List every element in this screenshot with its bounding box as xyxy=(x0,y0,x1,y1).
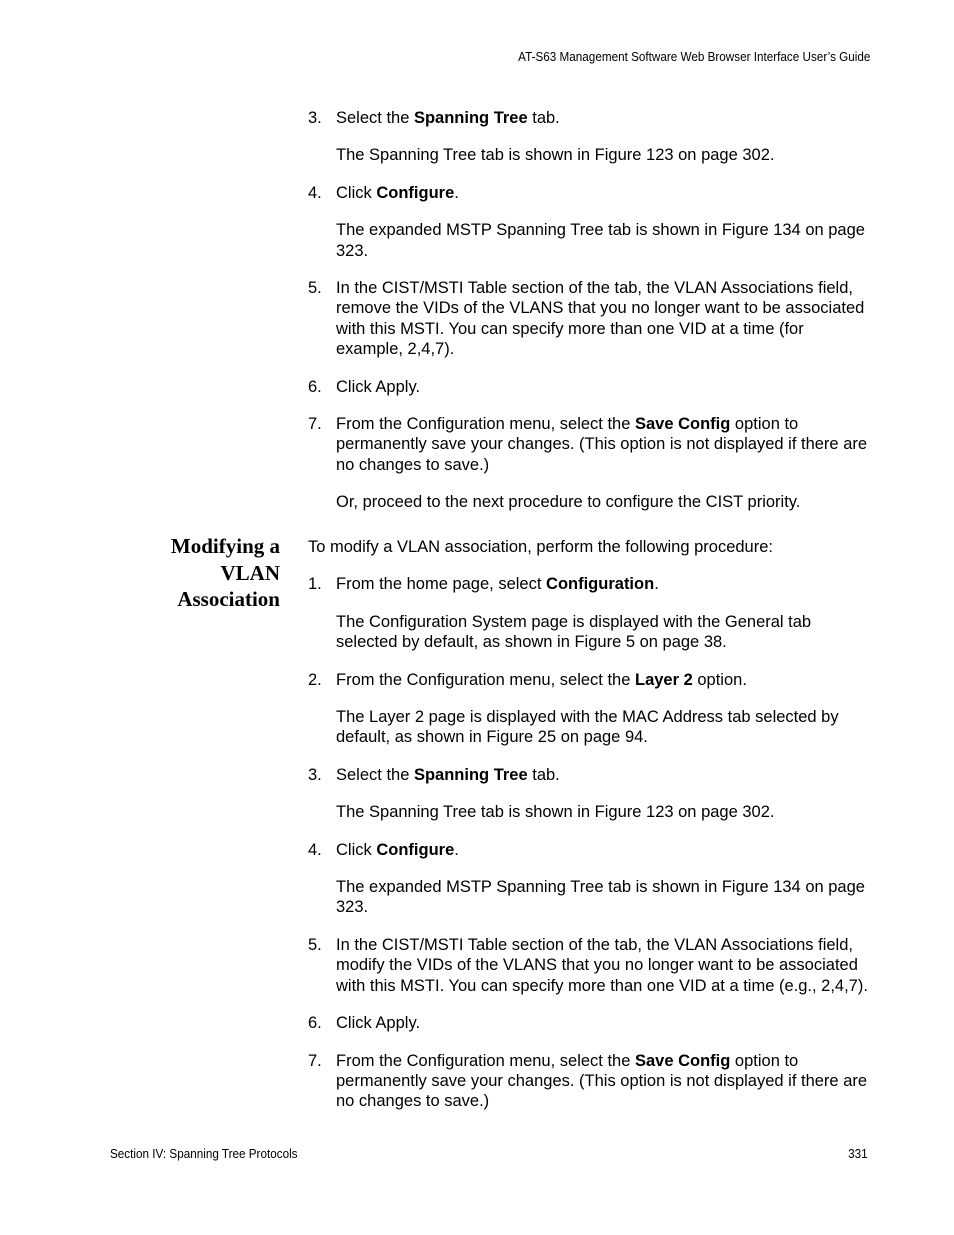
step-4: 4. Click Configure. xyxy=(308,840,459,859)
running-header: AT-S63 Management Software Web Browser Interface User’s Guide xyxy=(517,49,870,64)
step-4-note: The expanded MSTP Spanning Tree tab is shown in Figure 134 on page 323. xyxy=(336,221,865,260)
step-7: 7. From the Configuration menu, select the Save Config option to permanently save your changes. (This option is not displayed if there are no changes to save.) xyxy=(308,415,868,474)
step-3: 3. Select the Spanning Tree tab. xyxy=(308,765,560,784)
step-6: 6. Click Apply. xyxy=(308,377,421,396)
procedure-continued xyxy=(308,108,868,513)
section-heading: Modifying a VLAN Association xyxy=(170,534,280,611)
step-3-note: The Spanning Tree tab is shown in Figure 123 on page 302. xyxy=(336,146,775,165)
step-3: 3. Select the Spanning Tree tab. xyxy=(308,109,560,127)
step-6: 6. Click Apply. xyxy=(308,1014,421,1033)
step-3-note: The Spanning Tree tab is shown in Figure 123 on page 302. xyxy=(336,803,775,822)
step-5: 5. In the CIST/MSTI Table section of the tab, the VLAN Associations field, remove the VIDs of the VLANS that you no longer want to be associated with this MSTI. You can specify more than one VID at a time (for example, 2,4,7). xyxy=(308,279,865,359)
step-5: 5. In the CIST/MSTI Table section of the tab, the VLAN Associations field, modify the VIDs of the VLANS that you no longer want to be associated with this MSTI. You can specify more than one VID at a time (e.g., 2,4,7). xyxy=(308,935,868,995)
step-4: 4. Click Configure. xyxy=(308,183,459,202)
step-1-note: The Configuration System page is displayed with the General tab selected by default, as shown in Figure 5 on page 38. xyxy=(336,612,812,652)
step-4-note: The expanded MSTP Spanning Tree tab is shown in Figure 134 on page 323. xyxy=(336,878,865,917)
step-2-note: The Layer 2 page is displayed with the MAC Address tab selected by default, as shown in Figure 25 on page 94. xyxy=(336,708,839,747)
step-1: 1. From the home page, select Configuration. xyxy=(308,575,659,594)
page-number: 331 xyxy=(848,1146,868,1161)
step-2: 2. From the Configuration menu, select the Layer 2 option. xyxy=(308,670,747,689)
procedure-modify-vlan xyxy=(308,537,868,1112)
step-7: 7. From the Configuration menu, select the Save Config option to permanently save your changes. (This option is not displayed if there are no changes to save.) xyxy=(308,1051,868,1111)
procedure-intro: To modify a VLAN association, perform the following procedure: xyxy=(308,538,773,556)
step-7-note: Or, proceed to the next procedure to configure the CIST priority. xyxy=(336,493,801,512)
footer-section: Section IV: Spanning Tree Protocols xyxy=(110,1146,298,1161)
